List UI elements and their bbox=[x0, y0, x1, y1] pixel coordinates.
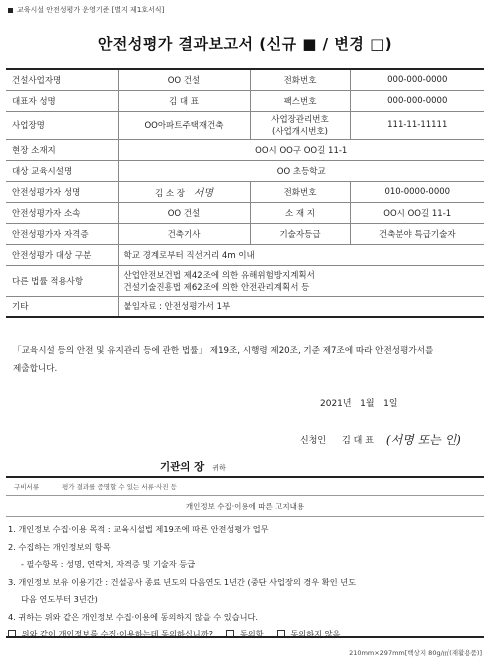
engineer-grade-label: 기술자등급 bbox=[250, 223, 350, 244]
site-number-label-line2: (사업개시번호) bbox=[272, 127, 328, 137]
evaluator-name-value: 김 소 장 bbox=[154, 189, 185, 199]
statement-line2: 제출합니다. bbox=[13, 364, 58, 374]
consent-question: 위와 같이 개인정보를 수집·이용하는데 동의하십니까? bbox=[21, 629, 213, 639]
evaluator-license-label: 안전성평가자 자격증 bbox=[6, 223, 118, 244]
evaluator-address-label: 소 재 지 bbox=[250, 202, 350, 223]
evaluator-license-value: 건축기사 bbox=[118, 223, 250, 244]
submission-statement bbox=[13, 342, 478, 378]
form-header-note bbox=[8, 5, 164, 15]
phone-label: 전화번호 bbox=[250, 69, 350, 90]
engineer-grade-value: 건축분야 특급기술자 bbox=[350, 223, 484, 244]
evaluator-signature: 서명 bbox=[193, 188, 214, 199]
other-laws-value bbox=[118, 265, 484, 296]
other-laws-line1: 산업안전보건법 제42조에 의한 유해위험방지계획서 bbox=[123, 270, 315, 281]
other-laws-line2: 건설기술진흥법 제62조에 의한 안전관리계획서 등 bbox=[123, 282, 310, 293]
site-address-value: OO시 OO구 OO길 11-1 bbox=[118, 139, 484, 160]
school-name-label: 대상 교육시설명 bbox=[6, 160, 118, 181]
addressee bbox=[160, 459, 226, 474]
info-table bbox=[6, 68, 484, 318]
evaluator-phone-label: 전화번호 bbox=[250, 181, 350, 202]
disagree-label: 동의하지 않음 bbox=[290, 629, 341, 639]
applicant-signature: (서명 또는 인) bbox=[385, 433, 461, 447]
addressee-suffix: 귀하 bbox=[212, 464, 226, 472]
site-number-label bbox=[250, 111, 350, 139]
applicant-name: 김 대 표 bbox=[342, 436, 374, 446]
consent-line bbox=[8, 626, 480, 644]
table-row bbox=[6, 296, 484, 317]
table-row bbox=[6, 223, 484, 244]
submission-date: 2021년 1월 1일 bbox=[320, 399, 398, 409]
table-row bbox=[6, 202, 484, 223]
table-row bbox=[6, 265, 484, 296]
page-title: 안전성평가 결과보고서 (신규 ■ / 변경 □) bbox=[97, 35, 393, 53]
privacy-item-2: 2. 수집하는 개인정보의 항목 bbox=[8, 541, 111, 552]
privacy-item-4: 4. 귀하는 위와 같은 개인정보 수집·이용에 동의하지 않을 수 있습니다. bbox=[8, 611, 258, 622]
table-row bbox=[6, 139, 484, 160]
evaluator-name-cell bbox=[118, 181, 250, 202]
etc-label: 기타 bbox=[6, 296, 118, 317]
applicant-label: 신청인 bbox=[300, 436, 327, 446]
table-row bbox=[6, 244, 484, 265]
site-number-value: 111-11-11111 bbox=[350, 111, 484, 139]
agree-label: 동의함 bbox=[239, 629, 264, 639]
addressee-name: 기관의 장 bbox=[160, 461, 205, 473]
school-name-value: OO 초등학교 bbox=[118, 160, 484, 181]
privacy-item-1: 1. 개인정보 수집·이용 목적 : 교육시설법 제19조에 따른 안전성평가 업무 bbox=[8, 524, 269, 534]
ceo-name-label: 대표자 성명 bbox=[6, 90, 118, 111]
privacy-item-3b: 다음 연도부터 3년간) bbox=[21, 594, 98, 604]
evaluator-affiliation-value: OO 건설 bbox=[118, 202, 250, 223]
applicant-line bbox=[300, 431, 461, 448]
table-row bbox=[6, 90, 484, 111]
required-documents-row bbox=[6, 476, 484, 496]
company-name-label: 건설사업자명 bbox=[6, 69, 118, 90]
other-laws-label: 다른 법률 적용사항 bbox=[6, 265, 118, 296]
evaluator-address-value: OO시 OO길 11-1 bbox=[350, 202, 484, 223]
evaluator-name-label: 안전성평가자 성명 bbox=[6, 181, 118, 202]
table-row bbox=[6, 69, 484, 90]
footer-divider bbox=[6, 636, 484, 638]
site-number-label-line1: 사업장관리번호 bbox=[271, 115, 329, 125]
fax-value: 000-000-0000 bbox=[350, 90, 484, 111]
table-row bbox=[6, 181, 484, 202]
phone-value: 000-000-0000 bbox=[350, 69, 484, 90]
evaluator-phone-value: 010-0000-0000 bbox=[350, 181, 484, 202]
site-name-value: OO아파트주택재건축 bbox=[118, 111, 250, 139]
table-row bbox=[6, 111, 484, 139]
site-address-label: 현장 소재지 bbox=[6, 139, 118, 160]
company-name-value: OO 건설 bbox=[118, 69, 250, 90]
privacy-item-3: 3. 개인정보 보유 이용기간 : 건설공사 종료 년도의 다음연도 1년간 (중단 사업장의 경우 확인 년도 bbox=[8, 576, 357, 587]
paper-spec: 210mm×297mm[백상지 80g/㎡(재활용품)] bbox=[349, 649, 482, 657]
form-header-note-text: 교육시설 안전성평가 운영기준 [별지 제1호서식] bbox=[17, 6, 165, 14]
ceo-name-value: 김 대 표 bbox=[118, 90, 250, 111]
privacy-item-2a: - 필수항목 : 성명, 연락처, 자격증 및 기술자 등급 bbox=[21, 559, 196, 569]
statement-line1: 「교육시설 등의 안전 및 유지관리 등에 관한 법률」 제19조, 시행령 제20조, 기준 제7조에 따라 안전성평가서를 bbox=[13, 346, 434, 356]
etc-value: 붙임자료 : 안전성평가서 1부 bbox=[118, 296, 484, 317]
required-documents-text: 평가 결과를 증명할 수 있는 서류·사진 등 bbox=[62, 483, 177, 491]
fax-label: 팩스번호 bbox=[250, 90, 350, 111]
privacy-notice-title: 개인정보 수집·이용에 따른 고지내용 bbox=[6, 497, 484, 517]
evaluator-affiliation-label: 안전성평가자 소속 bbox=[6, 202, 118, 223]
square-bullet-icon bbox=[8, 8, 13, 13]
evaluation-target-label: 안전성평가 대상 구분 bbox=[6, 244, 118, 265]
site-name-label: 사업장명 bbox=[6, 111, 118, 139]
required-documents-label: 구비서류 bbox=[14, 483, 40, 491]
evaluation-target-value: 학교 경계로부터 직선거리 4m 이내 bbox=[118, 244, 484, 265]
privacy-notice bbox=[8, 521, 480, 644]
table-row bbox=[6, 160, 484, 181]
